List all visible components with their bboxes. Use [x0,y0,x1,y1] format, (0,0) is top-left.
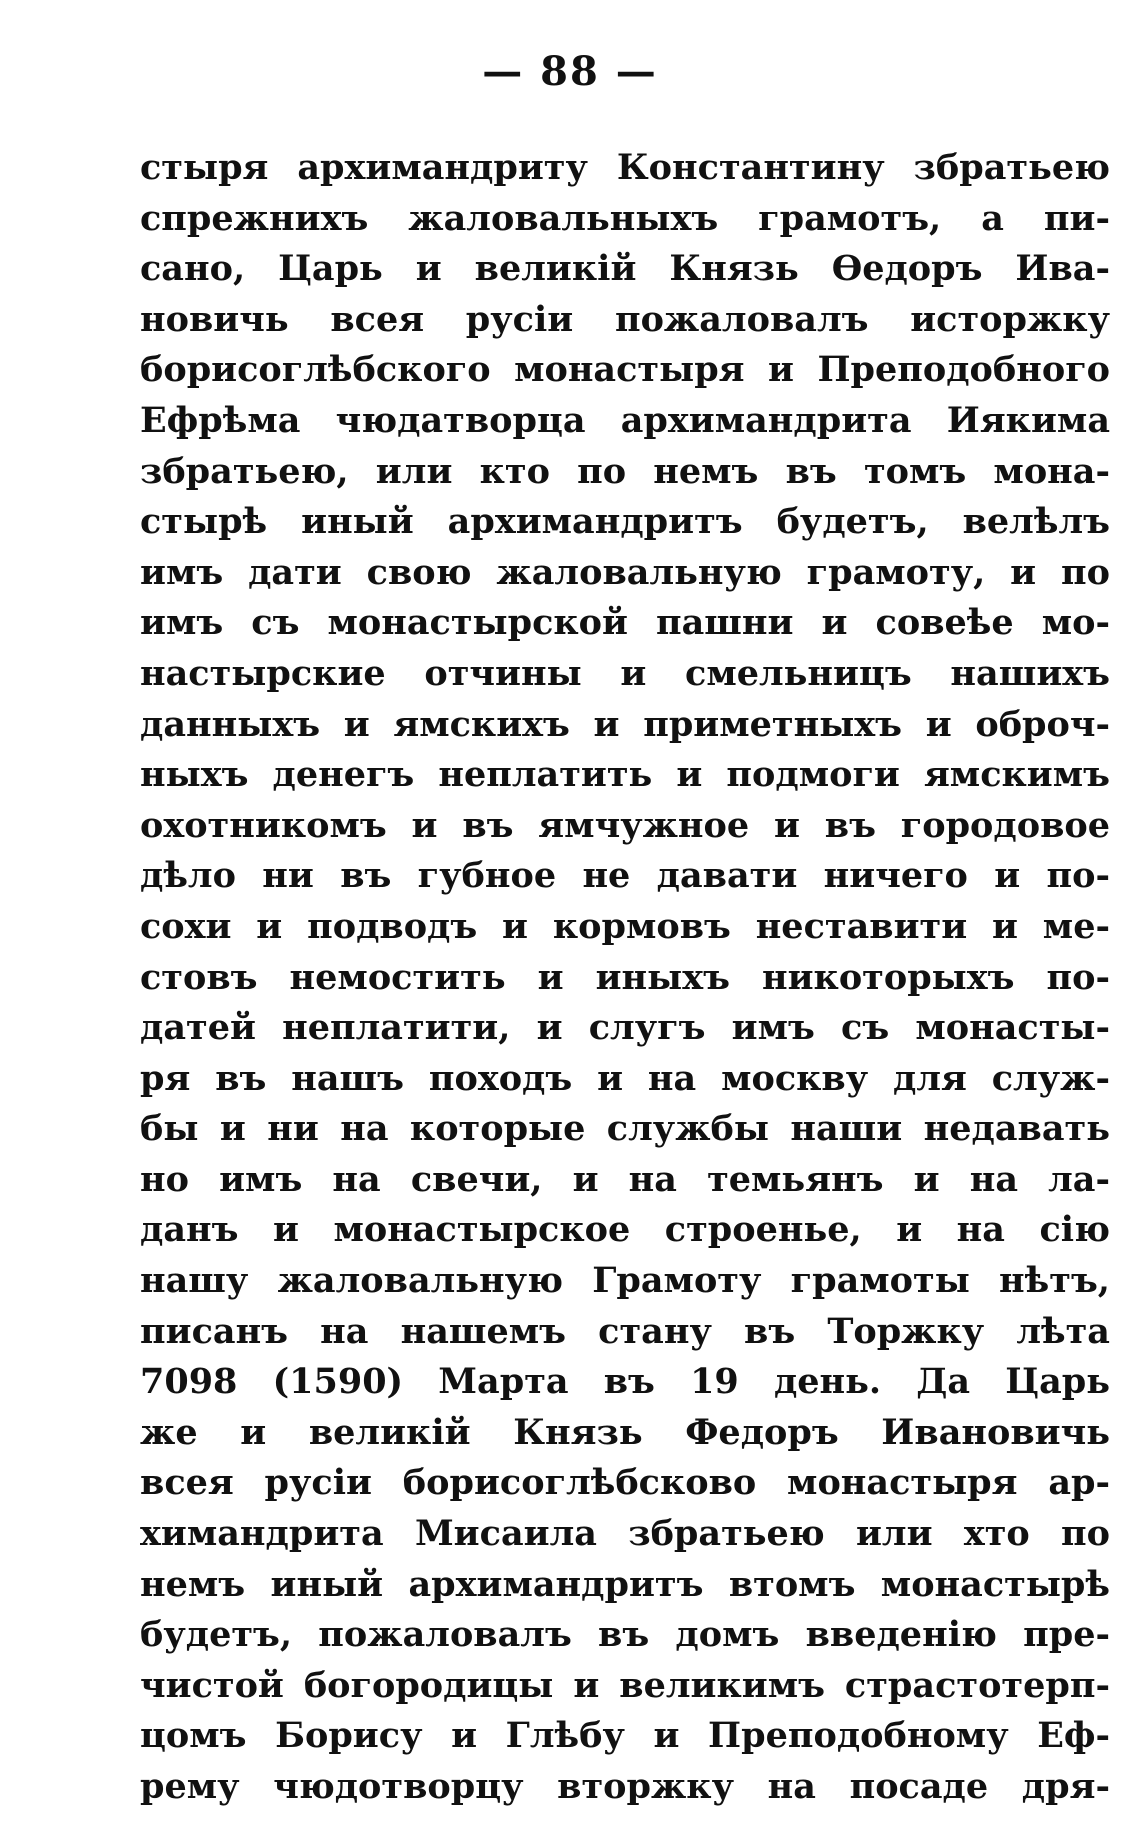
text-line: датей неплатити, и слугъ имъ съ монасты- [140,1007,1110,1049]
text-line: писанъ на нашемъ стану въ Торжку лѣта [140,1310,1110,1352]
text-line: цомъ Борису и Глѣбу и Преподобному Еф- [140,1715,1110,1757]
page-number: — 88 — [482,48,658,95]
text-line: Ефрѣма чюдатворца архимандрита Иякима [140,399,1110,441]
text-line: новичь всея русіи пожаловалъ исторжку [140,298,1110,340]
text-line: же и великій Князь Федоръ Ивановичь [140,1411,1110,1453]
text-line: стырѣ иный архимандритъ будетъ, велѣлъ [140,501,1110,543]
text-line: ныхъ денегъ неплатить и подмоги ямскимъ [140,754,1110,796]
text-line: нашу жаловальную Грамоту грамоты нѣтъ, [140,1260,1110,1302]
text-line: имъ съ монастырской пашни и совеѣе мо- [140,602,1110,644]
text-line: будетъ, пожаловалъ въ домъ введенію пре- [140,1614,1110,1656]
text-line: имъ дати свою жаловальную грамоту, и по [140,551,1110,593]
body-text [140,143,1110,1813]
text-line: всея русіи борисоглѣбсково монастыря ар- [140,1462,1110,1504]
text-line: спрежнихъ жаловальныхъ грамотъ, а пи- [140,197,1110,239]
text-line: ря въ нашъ походъ и на москву для служ- [140,1057,1110,1099]
text-line: но имъ на свечи, и на темьянъ и на ла- [140,1158,1110,1200]
text-line: рему чюдотворцу вторжку на посаде дря- [140,1766,1110,1807]
text-line: данъ и монастырское строенье, и на сію [140,1209,1110,1251]
text-line: охотникомъ и въ ямчужное и въ городовое [140,804,1110,846]
text-line: сано, Царь и великій Князь Ѳедоръ Ива- [140,248,1110,290]
text-line: стыря архимандриту Константину збратьею [140,147,1110,188]
text-line: 7098 (1590) Марта въ 19 день. Да Царь [140,1361,1110,1403]
text-line: немъ иный архимандритъ втомъ монастырѣ [140,1563,1110,1605]
text-line: данныхъ и ямскихъ и приметныхъ и оброч- [140,703,1110,745]
text-line: сохи и подводъ и кормовъ неставити и ме- [140,905,1110,947]
text-line: бы и ни на которые службы наши недавать [140,1108,1110,1150]
text-line: чистой богородицы и великимъ страстотерп- [140,1664,1110,1706]
text-line: борисоглѣбского монастыря и Преподобного [140,349,1110,391]
text-line: настырские отчины и смельницъ нашихъ [140,652,1110,694]
text-line: химандрита Мисаила збратьею или хто по [140,1513,1110,1555]
text-line: дѣло ни въ губное не давати ничего и по- [140,855,1110,897]
text-line: збратьею, или кто по немъ въ томъ мона- [140,450,1110,492]
text-line: стовъ немостить и иныхъ никоторыхъ по- [140,956,1110,998]
